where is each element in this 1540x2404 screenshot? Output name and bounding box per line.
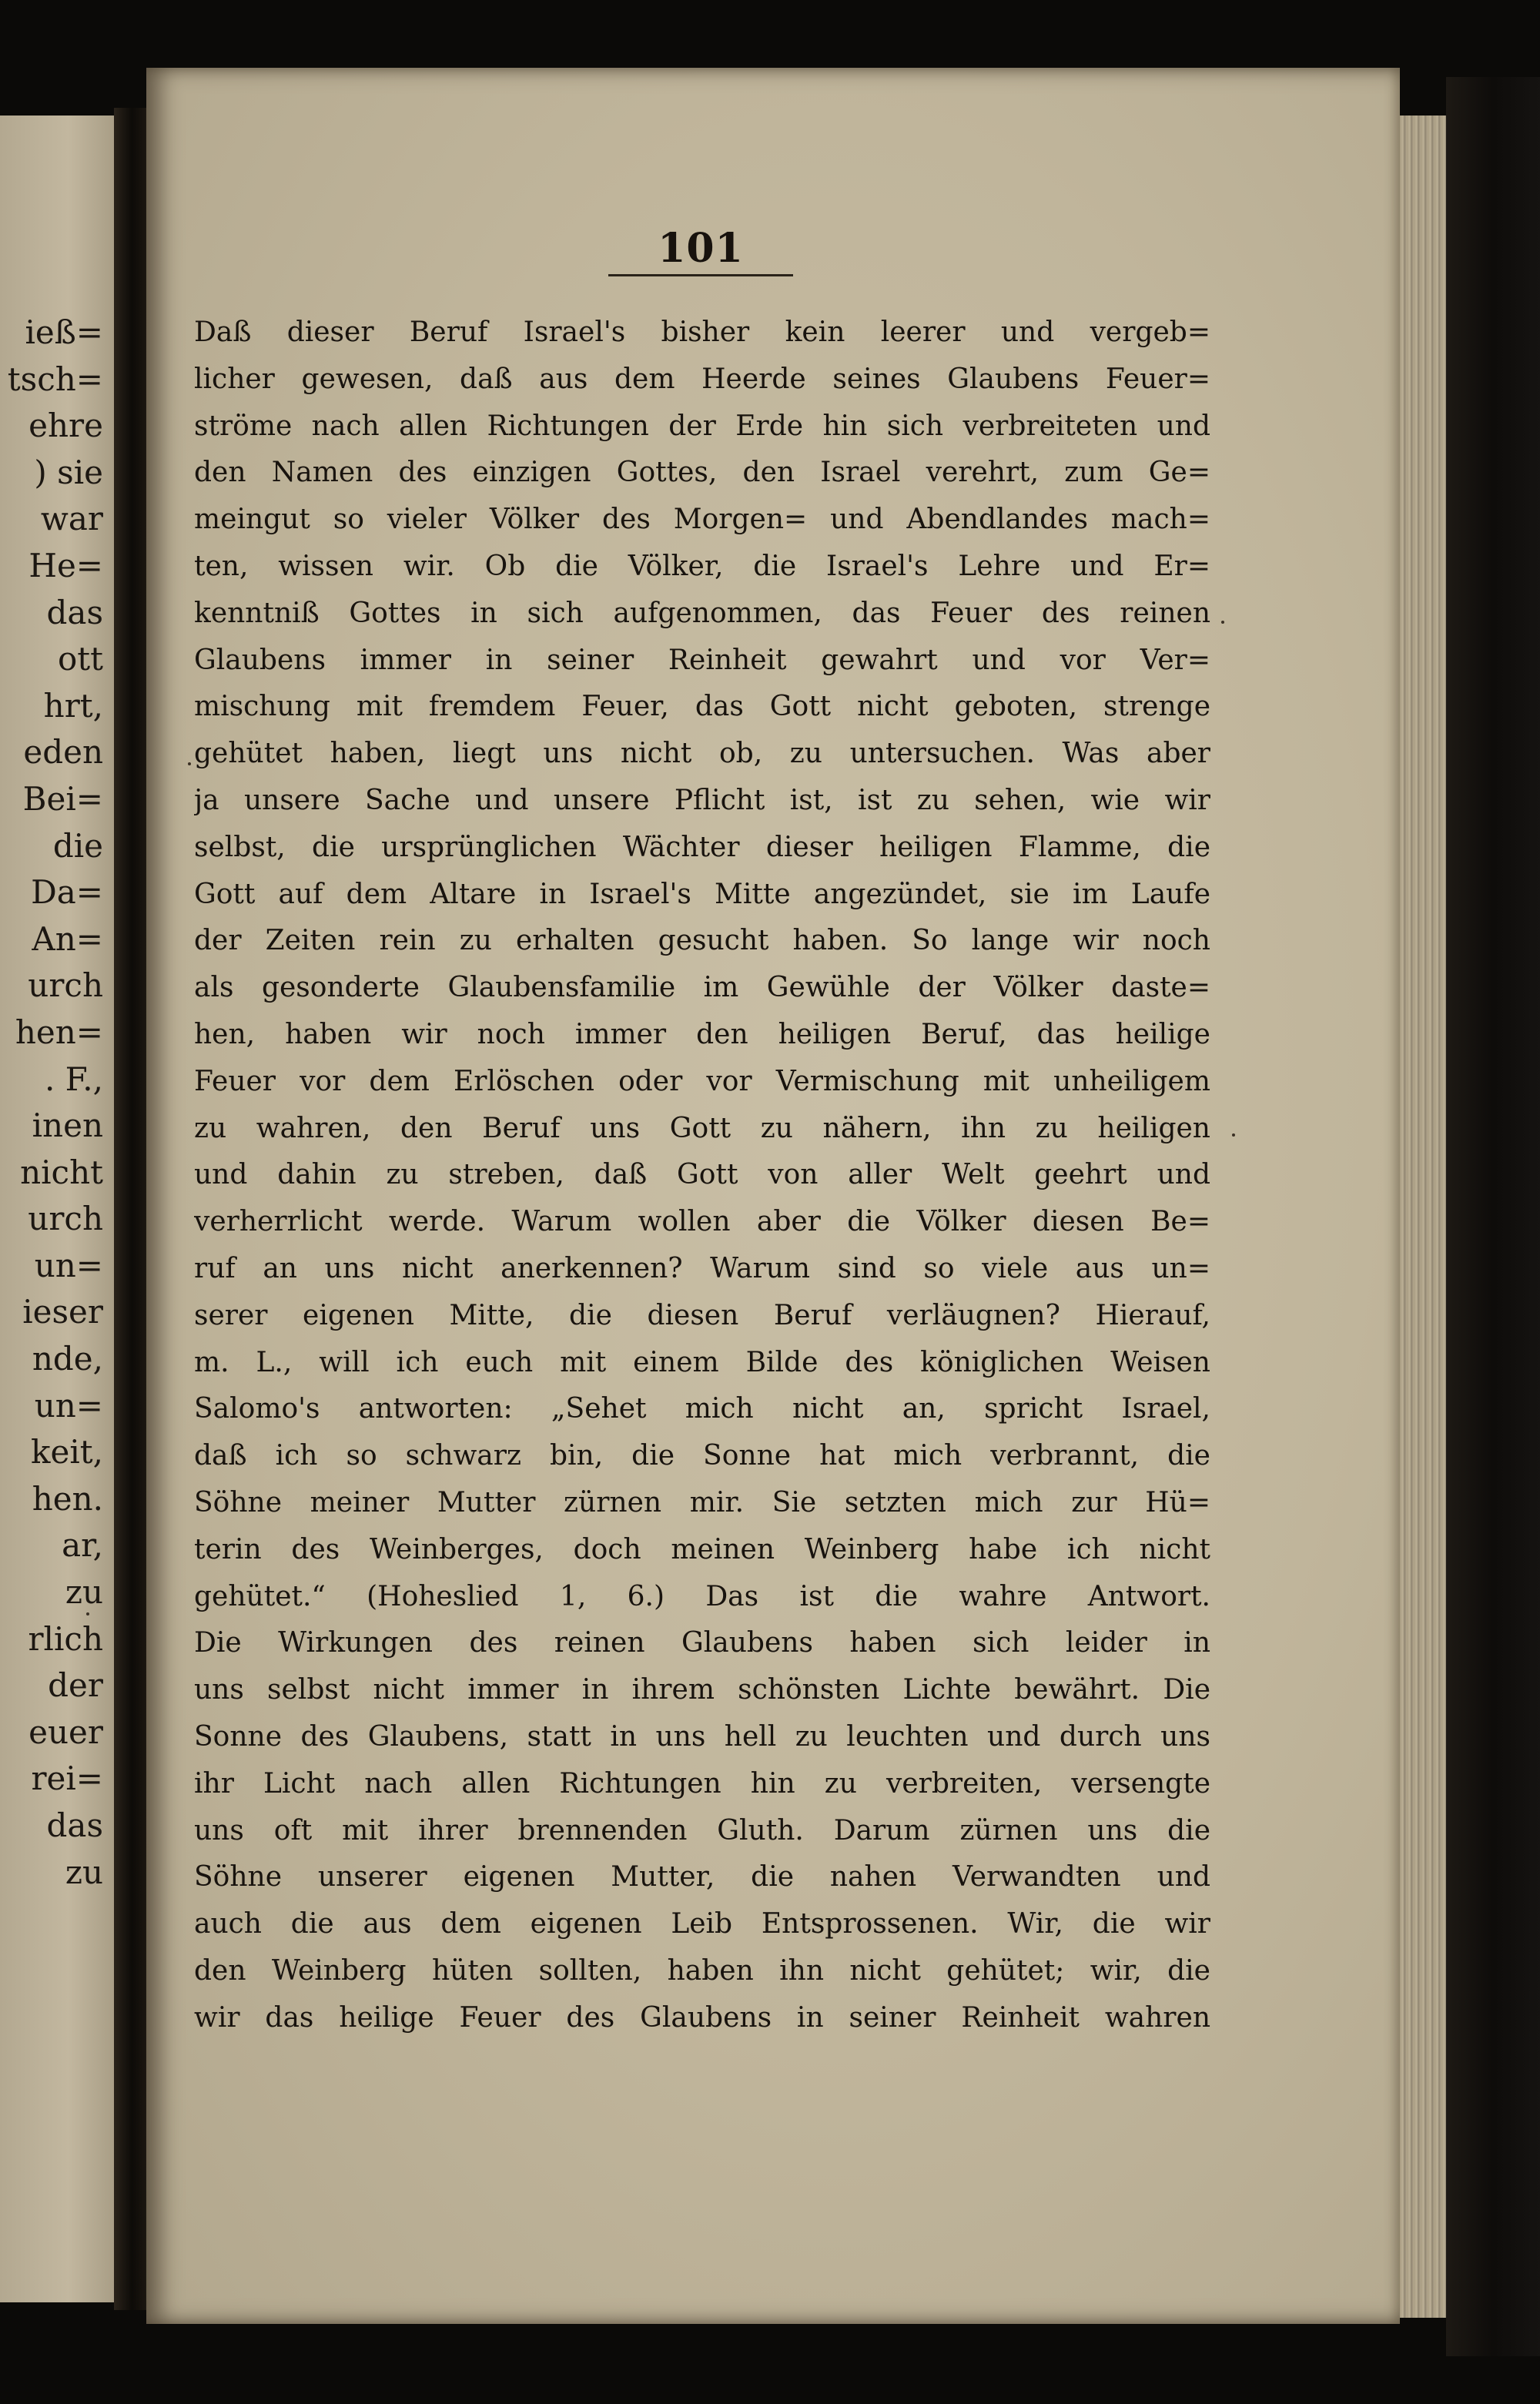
previous-page-line: Da= [31, 873, 103, 912]
previous-page-line: inen [32, 1107, 103, 1145]
text-line: gehütet haben, liegt uns nicht ob, zu untersuchen. Was aber [194, 738, 1210, 770]
previous-page-line: ieser [22, 1293, 103, 1331]
text-line: mischung mit fremdem Feuer, das Gott nicht geboten, strenge [194, 691, 1210, 723]
text-line: Glaubens immer in seiner Reinheit gewahrt und vor Ver= [194, 644, 1210, 676]
page-number: 101 [658, 225, 744, 272]
previous-page-line: . F., [44, 1060, 103, 1098]
text-line: Söhne unserer eigenen Mutter, die nahen Verwandten und [194, 1861, 1210, 1893]
text-line: meingut so vieler Völker des Morgen= und Abendlandes mach= [194, 504, 1210, 536]
previous-page-line: ott [57, 640, 103, 678]
text-line: Salomo's antworten: „Sehet mich nicht an, spricht Israel, [194, 1393, 1210, 1425]
previous-page-line: tsch= [7, 360, 103, 398]
previous-page-line: zu [65, 1573, 103, 1612]
paper-speck [188, 762, 191, 765]
previous-page-line: nde, [32, 1340, 103, 1378]
text-line: ihr Licht nach allen Richtungen hin zu verbreiten, versengte [194, 1767, 1210, 1800]
previous-page-line: hen= [15, 1013, 103, 1051]
paper-speck [86, 1612, 89, 1616]
previous-page-line: ar, [62, 1526, 103, 1565]
previous-page-line: der [48, 1666, 103, 1705]
previous-page-line: euer [28, 1713, 103, 1751]
text-line: gehütet.“ (Hoheslied 1, 6.) Das ist die wahre Antwort. [194, 1580, 1210, 1612]
text-line: Feuer vor dem Erlöschen oder vor Vermischung mit unheiligem [194, 1065, 1210, 1097]
previous-page-line: war [40, 500, 103, 538]
text-line: ströme nach allen Richtungen der Erde hin sich verbreiteten und [194, 410, 1210, 442]
previous-page-line: Bei= [22, 779, 103, 818]
text-line: Die Wirkungen des reinen Glaubens haben sich leider in [194, 1627, 1210, 1659]
text-line: selbst, die ursprünglichen Wächter dieser heiligen Flamme, die [194, 831, 1210, 863]
previous-page-line: An= [32, 919, 103, 958]
previous-page-line: ieß= [25, 313, 103, 351]
text-line: uns oft mit ihrer brennenden Gluth. Darum zürnen uns die [194, 1814, 1210, 1847]
text-line: auch die aus dem eigenen Leib Entsprossenen. Wir, die wir [194, 1908, 1210, 1940]
page-body-text [194, 310, 1210, 2041]
previous-page-line: keit, [31, 1433, 103, 1472]
book-cover-edge [1446, 77, 1540, 2356]
text-line: Söhne meiner Mutter zürnen mir. Sie setzten mich zur Hü= [194, 1486, 1210, 1518]
text-line: wir das heilige Feuer des Glaubens in seiner Reinheit wahren [194, 2001, 1210, 2034]
previous-page-edge [0, 116, 114, 2302]
paper-speck [1221, 621, 1224, 624]
previous-page-line: hen. [32, 1479, 103, 1518]
previous-page-text-fragments [0, 310, 103, 1896]
paper-speck [1232, 1133, 1235, 1137]
previous-page-line: He= [28, 546, 103, 584]
previous-page-line: ehre [28, 407, 103, 445]
previous-page-line: hrt, [43, 686, 103, 725]
text-line: Gott auf dem Altare in Israel's Mitte angezündet, sie im Laufe [194, 878, 1210, 910]
previous-page-line: rei= [31, 1759, 103, 1798]
text-line: licher gewesen, daß aus dem Heerde seines Glaubens Feuer= [194, 363, 1210, 395]
text-line: Daß dieser Beruf Israel's bisher kein leerer und vergeb= [194, 316, 1210, 348]
text-line: Sonne des Glaubens, statt in uns hell zu leuchten und durch uns [194, 1720, 1210, 1753]
previous-page-line: nicht [20, 1153, 103, 1191]
previous-page-line: die [52, 826, 103, 865]
previous-page-line: das [46, 1806, 103, 1844]
text-line: serer eigenen Mitte, die diesen Beruf verläugnen? Hierauf, [194, 1299, 1210, 1331]
text-line: ruf an uns nicht anerkennen? Warum sind so viele aus un= [194, 1252, 1210, 1284]
text-line: verherrlicht werde. Warum wollen aber die Völker diesen Be= [194, 1206, 1210, 1238]
previous-page-line: un= [34, 1246, 103, 1284]
header-rule [608, 274, 793, 276]
text-line: daß ich so schwarz bin, die Sonne hat mich verbrannt, die [194, 1440, 1210, 1472]
text-line: terin des Weinberges, doch meinen Weinberg habe ich nicht [194, 1533, 1210, 1565]
text-line: kenntniß Gottes in sich aufgenommen, das Feuer des reinen [194, 597, 1210, 629]
text-line: den Weinberg hüten sollten, haben ihn nicht gehütet; wir, die [194, 1954, 1210, 1987]
text-line: und dahin zu streben, daß Gott von aller Welt geehrt und [194, 1159, 1210, 1191]
text-line: der Zeiten rein zu erhalten gesucht haben. So lange wir noch [194, 925, 1210, 957]
previous-page-line: ) sie [34, 453, 103, 491]
text-line: den Namen des einzigen Gottes, den Israel verehrt, zum Ge= [194, 457, 1210, 489]
text-line: ja unsere Sache und unsere Pflicht ist, ist zu sehen, wie wir [194, 784, 1210, 816]
text-line: hen, haben wir noch immer den heiligen Beruf, das heilige [194, 1018, 1210, 1050]
previous-page-line: urch [28, 966, 103, 1005]
previous-page-line: un= [34, 1386, 103, 1425]
text-line: als gesonderte Glaubensfamilie im Gewühle der Völker daste= [194, 972, 1210, 1004]
previous-page-line: eden [23, 733, 103, 772]
text-line: uns selbst nicht immer in ihrem schönsten Lichte bewährt. Die [194, 1674, 1210, 1706]
previous-page-line: rlich [28, 1619, 103, 1658]
text-line: ten, wissen wir. Ob die Völker, die Israel's Lehre und Er= [194, 550, 1210, 582]
page-stack-edge [1400, 116, 1446, 2318]
text-line: m. L., will ich euch mit einem Bilde des königlichen Weisen [194, 1346, 1210, 1378]
previous-page-line: zu [65, 1853, 103, 1891]
previous-page-line: urch [28, 1200, 103, 1238]
previous-page-line: das [46, 593, 103, 631]
text-line: zu wahren, den Beruf uns Gott zu nähern, ihn zu heiligen [194, 1112, 1210, 1144]
